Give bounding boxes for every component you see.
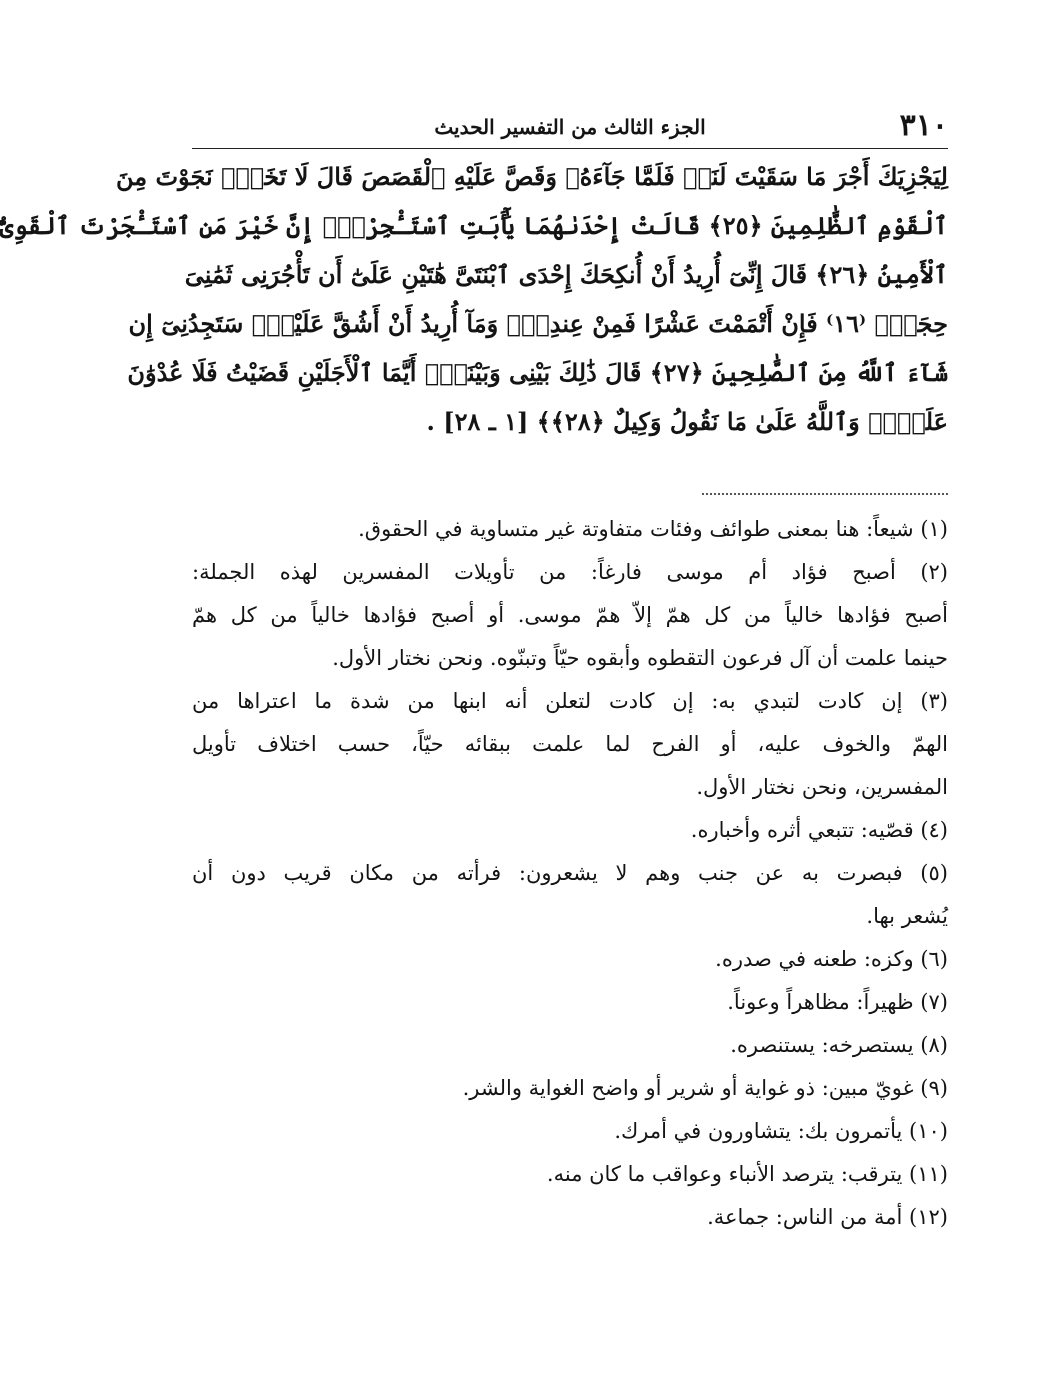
- verse-line: حِجَجٍۖ ⁽١٦⁾ فَإِنْ أَتْمَمْتَ عَشْرًا فَمِنْ عِندِكَۖ وَمَآ أُرِيدُ أَنْ أَشُقَّ عَلَيْكَۚ سَتَجِدُنِىٓ إِن: [128, 309, 948, 338]
- footnote-line: المفسرين، ونحن نختار الأول.: [696, 775, 948, 799]
- footnote-line: (٥) فبصرت به عن جنب وهم لا يشعرون: فرأته من مكان قريب دون أن: [192, 861, 948, 885]
- page-number: ٣١٠: [899, 108, 948, 143]
- footnote-line: (٨) يستصرخه: يستنصره.: [730, 1033, 948, 1057]
- footnote-line: (١٠) يأتمرون بك: يتشاورون في أمرك.: [614, 1119, 948, 1143]
- footnote-line: يُشعر بها.: [866, 904, 948, 928]
- footnote-line: (٧) ظهيراً: مظاهراً وعوناً.: [727, 990, 948, 1014]
- footnote-line: (١) شيعاً: هنا بمعنى طوائف وفئات متفاوتة غير متساوية في الحقوق.: [358, 517, 948, 541]
- footnote-line: (٩) غويّ مبين: ذو غواية أو شرير أو واضح الغواية والشر.: [462, 1076, 948, 1100]
- footnote-line: (١١) يترقب: يترصد الأنباء وعواقب ما كان منه.: [546, 1162, 948, 1186]
- footnotes: [192, 508, 948, 1239]
- footnote-line: (٢) أصبح فؤاد أم موسى فارغاً: من تأويلات المفسرين لهذه الجملة:: [192, 560, 948, 584]
- footnote-line: (٣) إن كادت لتبدي به: إن كادت لتعلن أنه ابنها من شدة ما اعتراها من: [192, 689, 948, 713]
- footnote-line: حينما علمت أن آل فرعون التقطوه وأبقوه حيّاً وتبنّوه. ونحن نختار الأول.: [332, 646, 948, 670]
- verse-line: عَلَىَّۖ وَٱللَّهُ عَلَىٰ مَا نَقُولُ وَكِيلٌ ﴿٢٨﴾﴾ [١ ـ ٢٨] .: [426, 407, 948, 436]
- verse-line: ٱلْقَوْمِ ٱلظَّٰلِمِينَ ﴿٢٥﴾ قَالَتْ إِحْدَىٰهُمَا يَٰٓأَبَتِ ٱسْتَـْٔجِرْهُۖ إِنَّ خَيْرَ مَنِ ٱسْتَـْٔجَرْتَ ٱلْقَوِىُّ: [0, 211, 948, 240]
- page-header: [192, 108, 948, 148]
- verse-line: لِيَجْزِيَكَ أَجْرَ مَا سَقَيْتَ لَنَاۚ فَلَمَّا جَآءَهُۥ وَقَصَّ عَلَيْهِ ٱلْقَصَصَ قَالَ لَا تَخَفْۖ نَجَوْتَ مِنَ: [115, 162, 948, 191]
- verse-line: شَآءَ ٱللَّهُ مِنَ ٱلصَّٰلِحِينَ ﴿٢٧﴾ قَالَ ذَٰلِكَ بَيْنِى وَبَيْنَكَۖ أَيَّمَا ٱلْأَجَلَيْنِ قَضَيْتُ فَلَا عُدْوَٰنَ: [127, 358, 948, 387]
- footnote-divider: [702, 493, 948, 495]
- footnote-line: الهمّ والخوف عليه، أو الفرح لما علمت ببقائه حيّاً، حسب اختلاف تأويل: [192, 732, 948, 756]
- verse-line: ٱلْأَمِينُ ﴿٢٦﴾ قَالَ إِنِّىٓ أُرِيدُ أَنْ أُنكِحَكَ إِحْدَى ٱبْنَتَىَّ هَٰتَيْنِ عَلَىٰٓ أَن تَأْجُرَنِى ثَمَٰنِىَ: [184, 260, 948, 289]
- footnote-line: (١٢) أمة من الناس: جماعة.: [707, 1205, 948, 1229]
- header-rule: [192, 148, 948, 149]
- running-title: الجزء الثالث من التفسير الحديث: [434, 115, 706, 139]
- quran-verses: [0, 152, 948, 446]
- footnote-line: (٤) قصّيه: تتبعي أثره وأخباره.: [690, 818, 948, 842]
- footnote-line: أصبح فؤادها خالياً من كل همّ إلاّ همّ موسى. أو أصبح فؤادها خالياً من كل همّ: [192, 603, 948, 627]
- footnote-line: (٦) وكزه: طعنه في صدره.: [715, 947, 948, 971]
